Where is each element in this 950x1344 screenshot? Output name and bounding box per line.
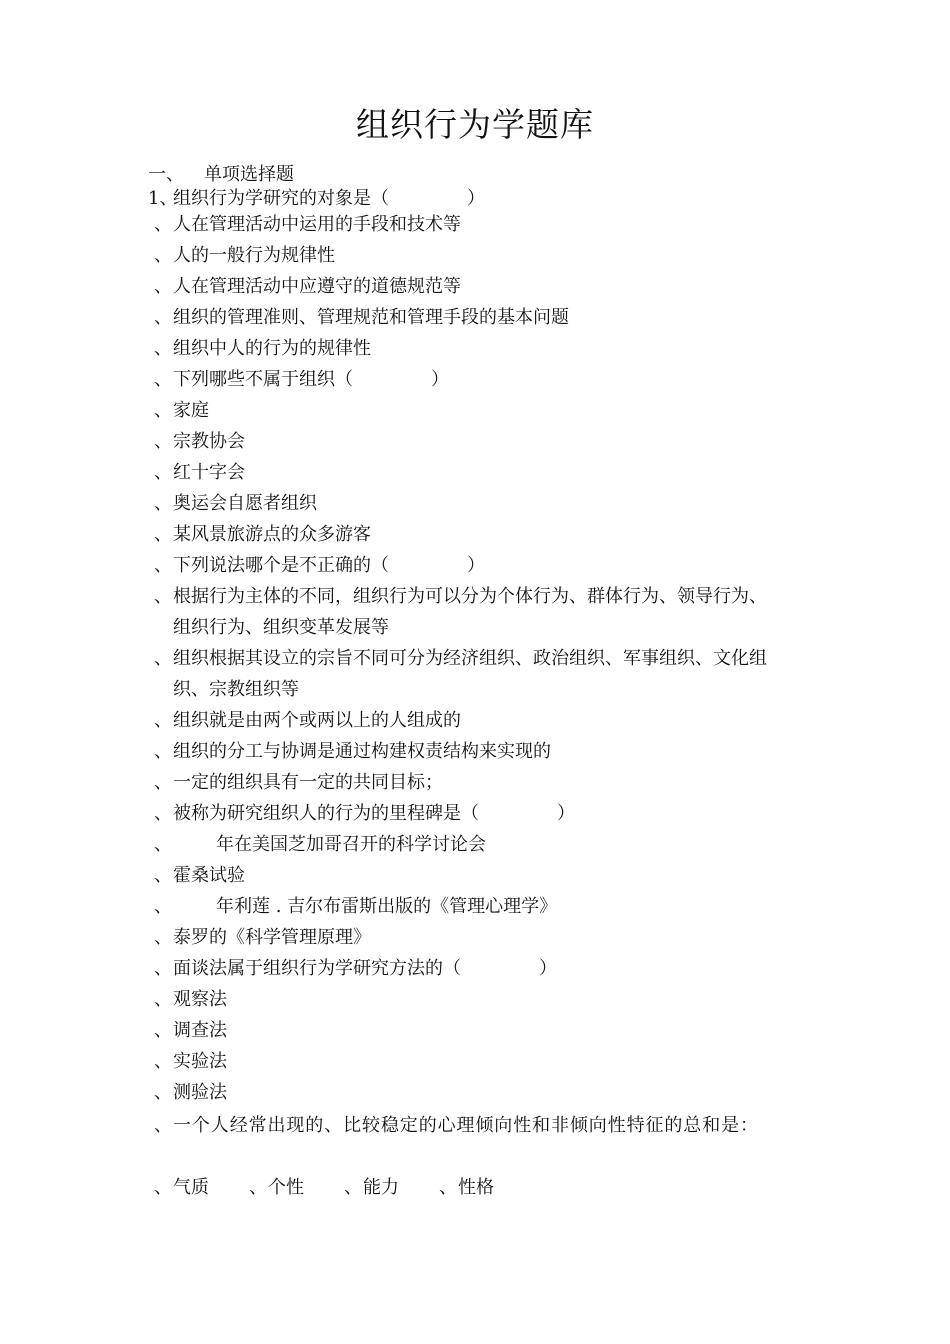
line-text: 人在管理活动中应遵守的道德规范等 bbox=[173, 276, 461, 297]
line-marker: 、 bbox=[154, 214, 172, 235]
line-text: 红十字会 bbox=[173, 462, 245, 483]
line-text: 组织行为学研究的对象是（ bbox=[173, 188, 389, 209]
line-marker: 、 bbox=[154, 772, 172, 793]
line-text: 一定的组织具有一定的共同目标； bbox=[173, 772, 443, 793]
option-line-continuation bbox=[173, 616, 389, 640]
line-marker: 、 bbox=[154, 493, 172, 514]
option-line bbox=[154, 926, 371, 950]
option-line bbox=[154, 895, 557, 919]
line-marker: 、 bbox=[154, 586, 172, 607]
line-text: 组织行为、组织变革发展等 bbox=[173, 617, 389, 638]
option-line bbox=[154, 1050, 227, 1074]
option-line bbox=[154, 833, 486, 857]
line-text: 人的一般行为规律性 bbox=[173, 245, 335, 266]
line-marker: 、 bbox=[154, 1082, 172, 1103]
option-line bbox=[154, 585, 767, 609]
line-marker: 、 bbox=[154, 462, 172, 483]
line-marker: 、 bbox=[154, 338, 172, 359]
option-line bbox=[154, 771, 443, 795]
option-text: 性格 bbox=[458, 1177, 494, 1198]
line-marker: 、 bbox=[154, 803, 172, 824]
document-title: 组织行为学题库 bbox=[356, 105, 594, 144]
line-text: 织、宗教组织等 bbox=[173, 679, 299, 700]
line-marker: 、 bbox=[154, 989, 172, 1010]
question-line bbox=[154, 368, 449, 392]
line-text: 下列哪些不属于组织（ bbox=[173, 369, 353, 390]
line-marker: 、 bbox=[154, 1177, 172, 1198]
option-line bbox=[154, 492, 317, 516]
line-text: 年利莲 . 吉尔布雷斯出版的《管理心理学》 bbox=[216, 896, 558, 917]
option-line bbox=[154, 988, 227, 1012]
line-text: 组织就是由两个或两以上的人组成的 bbox=[173, 710, 461, 731]
line-marker: 、 bbox=[154, 276, 172, 297]
line-text: 霍桑试验 bbox=[173, 865, 245, 886]
line-text: 家庭 bbox=[173, 400, 209, 421]
option-line bbox=[154, 399, 209, 423]
section-number: 一、 bbox=[148, 164, 184, 185]
line-text: 根据行为主体的不同，组织行为可以分为个体行为、群体行为、领导行为、 bbox=[173, 586, 767, 607]
line-marker: 、 bbox=[154, 307, 172, 328]
option-line bbox=[154, 213, 461, 237]
answer-blank-close: ） bbox=[467, 188, 485, 209]
option-line-continuation bbox=[173, 678, 299, 702]
line-marker: 、 bbox=[154, 896, 172, 917]
answer-blank-close: ） bbox=[557, 803, 575, 824]
line-marker: 、 bbox=[154, 741, 172, 762]
option-line bbox=[154, 461, 245, 485]
line-marker: 、 bbox=[154, 865, 172, 886]
line-marker: 、 bbox=[154, 710, 172, 731]
option-text: 个性 bbox=[268, 1177, 304, 1198]
question-line bbox=[154, 1114, 759, 1138]
line-marker: 1、 bbox=[148, 188, 178, 209]
options-row bbox=[154, 1176, 494, 1200]
line-marker: 、 bbox=[344, 1177, 362, 1198]
option-line bbox=[154, 1081, 227, 1105]
line-marker: 、 bbox=[439, 1177, 457, 1198]
line-text: 调查法 bbox=[173, 1020, 227, 1041]
option-text: 气质 bbox=[173, 1177, 209, 1198]
line-marker: 、 bbox=[154, 958, 172, 979]
option-line bbox=[154, 306, 569, 330]
section-label: 单项选择题 bbox=[204, 164, 294, 185]
option-line bbox=[154, 864, 245, 888]
option-line bbox=[154, 523, 371, 547]
line-marker: 、 bbox=[154, 1115, 173, 1136]
line-text: 组织中人的行为的规律性 bbox=[173, 338, 371, 359]
line-text: 组织的分工与协调是通过构建权责结构来实现的 bbox=[173, 741, 551, 762]
line-marker: 、 bbox=[154, 245, 172, 266]
line-text: 年在美国芝加哥召开的科学讨论会 bbox=[216, 834, 486, 855]
line-marker: 、 bbox=[154, 555, 172, 576]
line-text: 下列说法哪个是不正确的（ bbox=[173, 555, 389, 576]
line-text: 面谈法属于组织行为学研究方法的（ bbox=[173, 958, 461, 979]
line-marker: 、 bbox=[154, 834, 172, 855]
option-line bbox=[154, 1019, 227, 1043]
option-line bbox=[154, 430, 245, 454]
line-text: 组织的管理准则、管理规范和管理手段的基本问题 bbox=[173, 307, 569, 328]
line-marker: 、 bbox=[154, 1051, 172, 1072]
line-text: 某风景旅游点的众多游客 bbox=[173, 524, 371, 545]
section-heading bbox=[148, 163, 294, 187]
option-line bbox=[154, 244, 335, 268]
line-marker: 、 bbox=[249, 1177, 267, 1198]
line-text: 测验法 bbox=[173, 1082, 227, 1103]
option-line bbox=[154, 275, 461, 299]
answer-blank-close: ） bbox=[467, 555, 485, 576]
line-text: 组织根据其设立的宗旨不同可分为经济组织、政治组织、军事组织、文化组 bbox=[173, 648, 767, 669]
option-line bbox=[154, 740, 551, 764]
line-text: 泰罗的《科学管理原理》 bbox=[173, 927, 371, 948]
question-line bbox=[154, 554, 485, 578]
line-marker: 、 bbox=[154, 431, 172, 452]
option-text: 能力 bbox=[363, 1177, 399, 1198]
line-marker: 、 bbox=[154, 648, 172, 669]
answer-blank-close: ） bbox=[431, 369, 449, 390]
line-text: 观察法 bbox=[173, 989, 227, 1010]
option-line bbox=[154, 647, 767, 671]
line-text: 一个人经常出现的、比较稳定的心理倾向性和非倾向性特征的总和是： bbox=[173, 1115, 759, 1136]
option-line bbox=[154, 337, 371, 361]
line-text: 实验法 bbox=[173, 1051, 227, 1072]
question-line bbox=[148, 187, 485, 211]
question-line bbox=[154, 802, 575, 826]
line-text: 被称为研究组织人的行为的里程碑是（ bbox=[173, 803, 479, 824]
line-marker: 、 bbox=[154, 524, 172, 545]
line-text: 人在管理活动中运用的手段和技术等 bbox=[173, 214, 461, 235]
answer-blank-close: ） bbox=[539, 958, 557, 979]
question-line bbox=[154, 957, 557, 981]
line-text: 宗教协会 bbox=[173, 431, 245, 452]
option-line bbox=[154, 709, 461, 733]
line-marker: 、 bbox=[154, 1020, 172, 1041]
line-marker: 、 bbox=[154, 927, 172, 948]
line-text: 奥运会自愿者组织 bbox=[173, 493, 317, 514]
line-marker: 、 bbox=[154, 400, 172, 421]
line-marker: 、 bbox=[154, 369, 172, 390]
